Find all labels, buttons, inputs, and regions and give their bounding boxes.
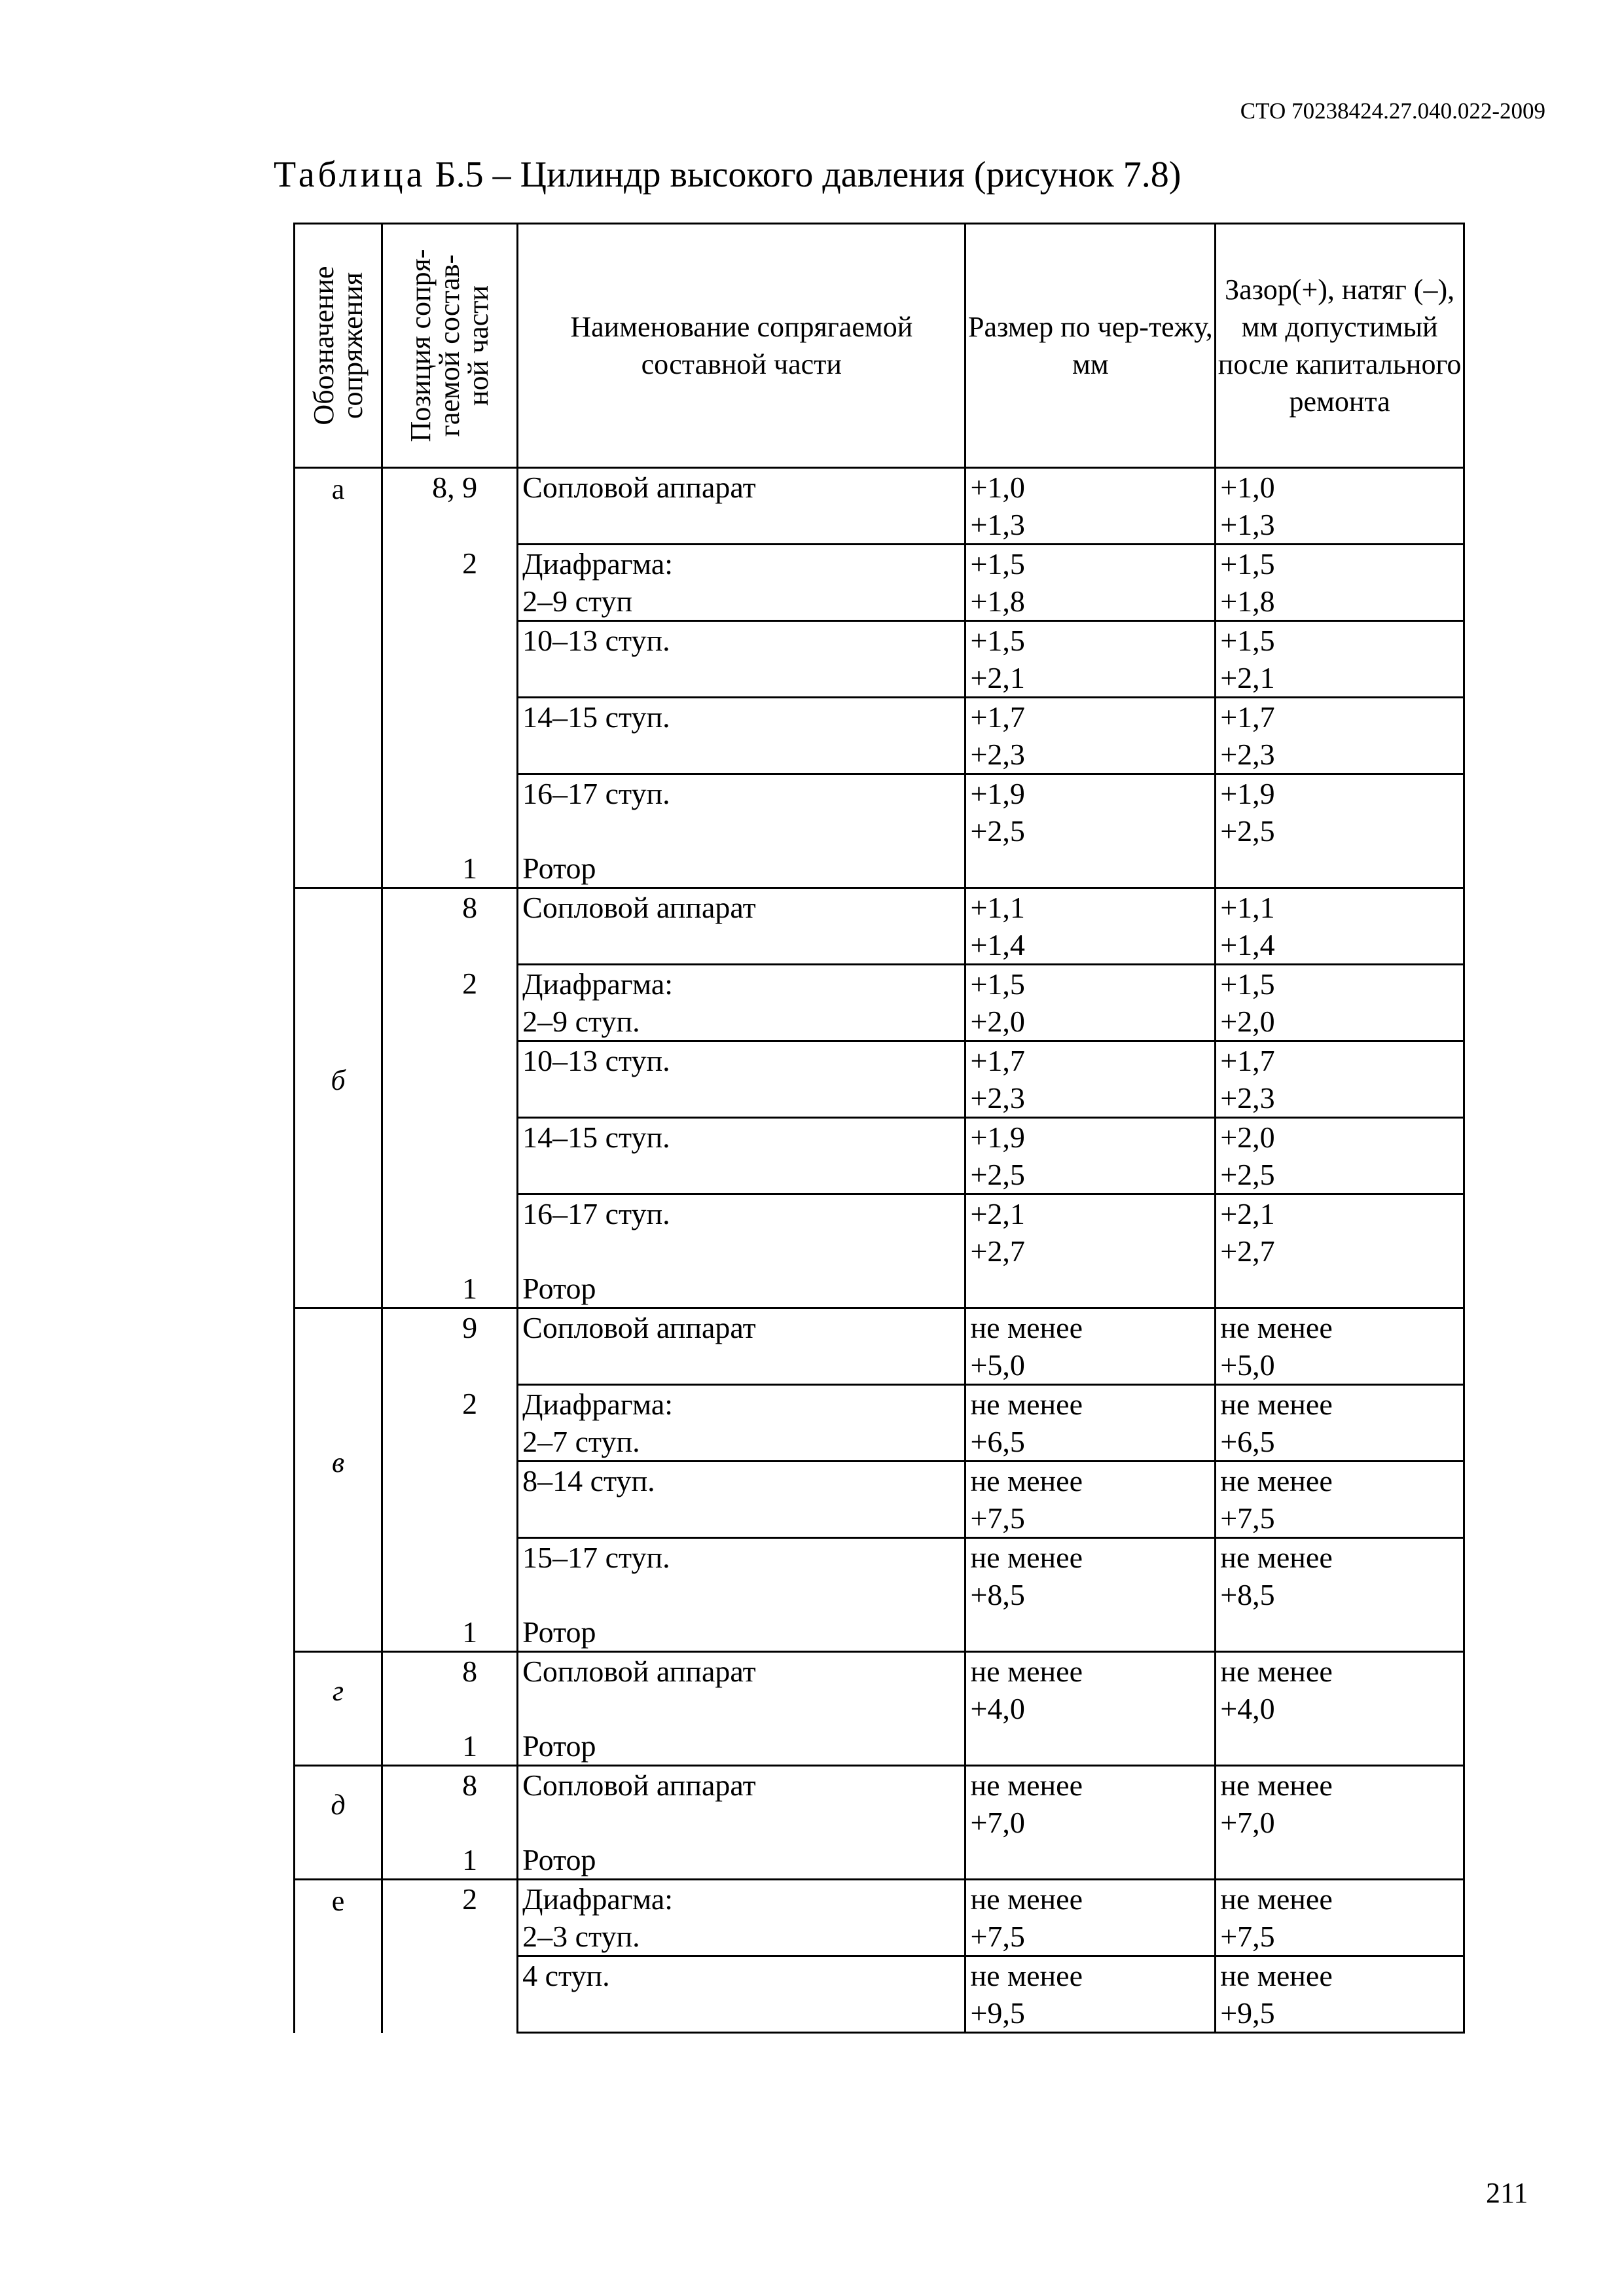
table-row (295, 1499, 1464, 1538)
drawing-size-cell (965, 1270, 1216, 1308)
table-row (295, 1576, 1464, 1613)
drawing-size-cell: +2,3 (965, 736, 1216, 774)
table-row (295, 1385, 1464, 1424)
drawing-size-cell: не менее (965, 1538, 1216, 1577)
table-row (295, 1727, 1464, 1766)
clearance-cell: +1,7 (1216, 1041, 1464, 1080)
position-cell (382, 1804, 518, 1841)
clearance-cell (1216, 850, 1464, 888)
table-row (295, 812, 1464, 850)
clearance-cell: +2,5 (1216, 812, 1464, 850)
position-cell (382, 812, 518, 850)
position-cell (382, 1156, 518, 1194)
table-row (295, 1766, 1464, 1804)
clearance-cell: +6,5 (1216, 1423, 1464, 1462)
clearance-cell: +4,0 (1216, 1690, 1464, 1727)
drawing-size-cell: +2,1 (965, 659, 1216, 698)
drawing-size-cell: не менее (965, 1956, 1216, 1995)
clearance-cell: +1,5 (1216, 621, 1464, 660)
clearance-cell (1216, 1841, 1464, 1880)
part-name-cell: 2–3 ступ. (518, 1918, 965, 1956)
drawing-size-cell: +2,5 (965, 812, 1216, 850)
position-cell (382, 1003, 518, 1041)
table-row (295, 659, 1464, 698)
position-cell: 2 (382, 545, 518, 583)
drawing-size-cell: +1,9 (965, 1118, 1216, 1157)
clearance-cell (1216, 1727, 1464, 1766)
designation-code: е (331, 1885, 345, 1917)
position-cell: 9 (382, 1308, 518, 1347)
table-row (295, 583, 1464, 621)
part-name-cell: Ротор (518, 1727, 965, 1766)
clearance-cell: не менее (1216, 1308, 1464, 1347)
table-row (295, 1232, 1464, 1270)
part-name-cell: 16–17 ступ. (518, 774, 965, 813)
part-name-cell: 10–13 ступ. (518, 1041, 965, 1080)
position-cell (382, 1079, 518, 1118)
part-name-cell (518, 812, 965, 850)
part-name-cell: 8–14 ступ. (518, 1462, 965, 1500)
drawing-size-cell (965, 1727, 1216, 1766)
table-row (295, 1613, 1464, 1652)
part-name-cell (518, 1499, 965, 1538)
clearance-cell: +2,3 (1216, 736, 1464, 774)
caption-text: Б.5 – Цилиндр высокого давления (рисунок 7.8) (425, 154, 1182, 195)
position-cell (382, 774, 518, 813)
drawing-size-cell: не менее (965, 1652, 1216, 1691)
position-cell: 1 (382, 1270, 518, 1308)
position-cell (382, 1232, 518, 1270)
position-cell (382, 1194, 518, 1233)
position-cell (382, 1538, 518, 1577)
part-name-cell (518, 1156, 965, 1194)
table-row (295, 1462, 1464, 1500)
position-cell (382, 621, 518, 660)
designation-cell (295, 1308, 382, 1652)
part-name-cell (518, 506, 965, 545)
table-row (295, 621, 1464, 660)
part-name-cell (518, 1994, 965, 2033)
position-cell (382, 1918, 518, 1956)
position-cell: 1 (382, 1727, 518, 1766)
part-name-cell: 14–15 ступ. (518, 1118, 965, 1157)
part-name-cell: 4 ступ. (518, 1956, 965, 1995)
position-cell (382, 1690, 518, 1727)
drawing-size-cell: +6,5 (965, 1423, 1216, 1462)
table-row (295, 468, 1464, 507)
clearance-cell: +1,0 (1216, 468, 1464, 507)
part-name-cell: 2–9 ступ. (518, 1003, 965, 1041)
drawing-size-cell: +1,3 (965, 506, 1216, 545)
drawing-size-cell: +1,4 (965, 926, 1216, 965)
clearance-cell: +1,8 (1216, 583, 1464, 621)
designation-cell (295, 1766, 382, 1880)
drawing-size-cell: +7,5 (965, 1499, 1216, 1538)
designation-cell (295, 468, 382, 888)
table-row (295, 1690, 1464, 1727)
table-row (295, 698, 1464, 736)
part-name-cell (518, 1804, 965, 1841)
drawing-size-cell: +1,1 (965, 888, 1216, 927)
position-cell: 1 (382, 1841, 518, 1880)
table-row (295, 1652, 1464, 1691)
table-row (295, 736, 1464, 774)
drawing-size-cell: не менее (965, 1308, 1216, 1347)
clearance-cell: не менее (1216, 1956, 1464, 1995)
drawing-size-cell (965, 850, 1216, 888)
designation-code: г (332, 1675, 344, 1707)
clearance-cell (1216, 1613, 1464, 1652)
table-row (295, 545, 1464, 583)
clearance-cell: не менее (1216, 1462, 1464, 1500)
position-cell (382, 1041, 518, 1080)
part-name-cell: Диафрагма: (518, 1385, 965, 1424)
designation-code: в (331, 1446, 345, 1479)
part-name-cell (518, 1346, 965, 1385)
clearance-cell: +2,0 (1216, 1003, 1464, 1041)
part-name-cell: Сопловой аппарат (518, 1766, 965, 1804)
table-row (295, 888, 1464, 927)
drawing-size-cell: +2,0 (965, 1003, 1216, 1041)
drawing-size-cell: +1,7 (965, 1041, 1216, 1080)
designation-code: б (331, 1064, 346, 1096)
part-name-cell: 15–17 ступ. (518, 1538, 965, 1577)
clearance-cell: не менее (1216, 1385, 1464, 1424)
drawing-size-cell: +1,5 (965, 621, 1216, 660)
position-cell (382, 659, 518, 698)
clearance-cell: +2,3 (1216, 1079, 1464, 1118)
part-name-cell: Ротор (518, 1613, 965, 1652)
table-row (295, 965, 1464, 1003)
position-cell (382, 506, 518, 545)
table-row (295, 1041, 1464, 1080)
part-name-cell: 16–17 ступ. (518, 1194, 965, 1233)
position-cell (382, 1956, 518, 1995)
part-name-cell (518, 1079, 965, 1118)
header-designation: Обозначение сопряжения (295, 224, 382, 468)
part-name-cell: Сопловой аппарат (518, 1652, 965, 1691)
drawing-size-cell: +1,5 (965, 965, 1216, 1003)
designation-cell (295, 888, 382, 1308)
drawing-size-cell: +7,0 (965, 1804, 1216, 1841)
position-cell: 8, 9 (382, 468, 518, 507)
position-cell (382, 1423, 518, 1462)
header-clearance: Зазор(+), натяг (–), мм допустимый после капитального ремонта (1216, 224, 1464, 468)
part-name-cell: 10–13 ступ. (518, 621, 965, 660)
drawing-size-cell (965, 1613, 1216, 1652)
table-row (295, 1423, 1464, 1462)
drawing-size-cell: +1,5 (965, 545, 1216, 583)
position-cell: 1 (382, 850, 518, 888)
position-cell (382, 1994, 518, 2033)
clearance-cell: не менее (1216, 1880, 1464, 1918)
position-cell (382, 926, 518, 965)
table-row (295, 1918, 1464, 1956)
part-name-cell: Диафрагма: (518, 545, 965, 583)
drawing-size-cell (965, 1841, 1216, 1880)
clearance-cell: +2,1 (1216, 659, 1464, 698)
clearance-cell: +2,7 (1216, 1232, 1464, 1270)
clearance-cell: +2,0 (1216, 1118, 1464, 1157)
drawing-size-cell: не менее (965, 1462, 1216, 1500)
clearance-cell: +1,5 (1216, 965, 1464, 1003)
clearance-cell: +2,1 (1216, 1194, 1464, 1233)
table-row (295, 1194, 1464, 1233)
part-name-cell: 14–15 ступ. (518, 698, 965, 736)
clearance-cell: не менее (1216, 1766, 1464, 1804)
clearance-cell: +7,5 (1216, 1499, 1464, 1538)
drawing-size-cell: +9,5 (965, 1994, 1216, 2033)
drawing-size-cell: не менее (965, 1766, 1216, 1804)
drawing-size-cell: +1,0 (965, 468, 1216, 507)
table-row (295, 1841, 1464, 1880)
table-row (295, 1346, 1464, 1385)
clearance-cell: +8,5 (1216, 1576, 1464, 1613)
table-row (295, 1156, 1464, 1194)
position-cell: 2 (382, 1880, 518, 1918)
table-header-row (295, 224, 1464, 468)
table-row (295, 1538, 1464, 1577)
position-cell: 8 (382, 888, 518, 927)
clearance-cell: +9,5 (1216, 1994, 1464, 2033)
designation-cell (295, 1652, 382, 1766)
table-row (295, 926, 1464, 965)
table-caption (274, 154, 1181, 196)
position-cell: 8 (382, 1652, 518, 1691)
table-row (295, 1994, 1464, 2033)
table-row (295, 506, 1464, 545)
table-row (295, 1270, 1464, 1308)
part-name-cell (518, 926, 965, 965)
designation-code: а (331, 473, 345, 505)
table-row (295, 1804, 1464, 1841)
table-row (295, 774, 1464, 813)
table-body (295, 468, 1464, 2033)
part-name-cell (518, 1232, 965, 1270)
part-name-cell: Ротор (518, 1270, 965, 1308)
drawing-size-cell: не менее (965, 1385, 1216, 1424)
position-cell (382, 1576, 518, 1613)
position-cell: 1 (382, 1613, 518, 1652)
designation-code: д (331, 1789, 346, 1821)
table-row (295, 1079, 1464, 1118)
part-name-cell (518, 1690, 965, 1727)
drawing-size-cell: +2,3 (965, 1079, 1216, 1118)
clearance-cell: +2,5 (1216, 1156, 1464, 1194)
clearance-cell: +1,5 (1216, 545, 1464, 583)
part-name-cell: Сопловой аппарат (518, 468, 965, 507)
drawing-size-cell: +1,9 (965, 774, 1216, 813)
clearance-cell (1216, 1270, 1464, 1308)
page-number: 211 (1486, 2177, 1528, 2209)
clearance-cell: +1,3 (1216, 506, 1464, 545)
part-name-cell: Сопловой аппарат (518, 1308, 965, 1347)
clearance-cell: не менее (1216, 1652, 1464, 1691)
position-cell (382, 698, 518, 736)
table-row (295, 1308, 1464, 1347)
drawing-size-cell: +2,1 (965, 1194, 1216, 1233)
position-cell: 2 (382, 1385, 518, 1424)
drawing-size-cell: +1,8 (965, 583, 1216, 621)
header-size: Размер по чер-тежу, мм (965, 224, 1216, 468)
position-cell (382, 736, 518, 774)
designation-cell (295, 1880, 382, 2033)
table-row (295, 850, 1464, 888)
position-cell (382, 1499, 518, 1538)
drawing-size-cell: +1,7 (965, 698, 1216, 736)
part-name-cell (518, 659, 965, 698)
table-row (295, 1003, 1464, 1041)
part-name-cell: 2–7 ступ. (518, 1423, 965, 1462)
part-name-cell (518, 1576, 965, 1613)
spec-table (293, 223, 1465, 2034)
part-name-cell: Диафрагма: (518, 965, 965, 1003)
document-code: СТО 70238424.27.040.022-2009 (1240, 98, 1545, 124)
drawing-size-cell: +2,7 (965, 1232, 1216, 1270)
drawing-size-cell: +5,0 (965, 1346, 1216, 1385)
part-name-cell: Диафрагма: (518, 1880, 965, 1918)
position-cell (382, 1462, 518, 1500)
part-name-cell (518, 736, 965, 774)
position-cell (382, 1346, 518, 1385)
drawing-size-cell: +2,5 (965, 1156, 1216, 1194)
table-row (295, 1956, 1464, 1995)
clearance-cell: +7,0 (1216, 1804, 1464, 1841)
position-cell (382, 1118, 518, 1157)
drawing-size-cell: +8,5 (965, 1576, 1216, 1613)
drawing-size-cell: не менее (965, 1880, 1216, 1918)
table-row (295, 1118, 1464, 1157)
caption-lead: Таблица (274, 154, 426, 195)
table-row (295, 1880, 1464, 1918)
drawing-size-cell: +4,0 (965, 1690, 1216, 1727)
position-cell (382, 583, 518, 621)
position-cell: 2 (382, 965, 518, 1003)
clearance-cell: +1,1 (1216, 888, 1464, 927)
clearance-cell: +1,7 (1216, 698, 1464, 736)
clearance-cell: +1,9 (1216, 774, 1464, 813)
part-name-cell: Ротор (518, 1841, 965, 1880)
header-position: Позиция сопря-гаемой состав-ной части (382, 224, 518, 468)
clearance-cell: не менее (1216, 1538, 1464, 1577)
clearance-cell: +5,0 (1216, 1346, 1464, 1385)
clearance-cell: +1,4 (1216, 926, 1464, 965)
drawing-size-cell: +7,5 (965, 1918, 1216, 1956)
part-name-cell: Сопловой аппарат (518, 888, 965, 927)
clearance-cell: +7,5 (1216, 1918, 1464, 1956)
header-name: Наименование сопрягаемой составной части (518, 224, 965, 468)
position-cell: 8 (382, 1766, 518, 1804)
part-name-cell: Ротор (518, 850, 965, 888)
part-name-cell: 2–9 ступ (518, 583, 965, 621)
